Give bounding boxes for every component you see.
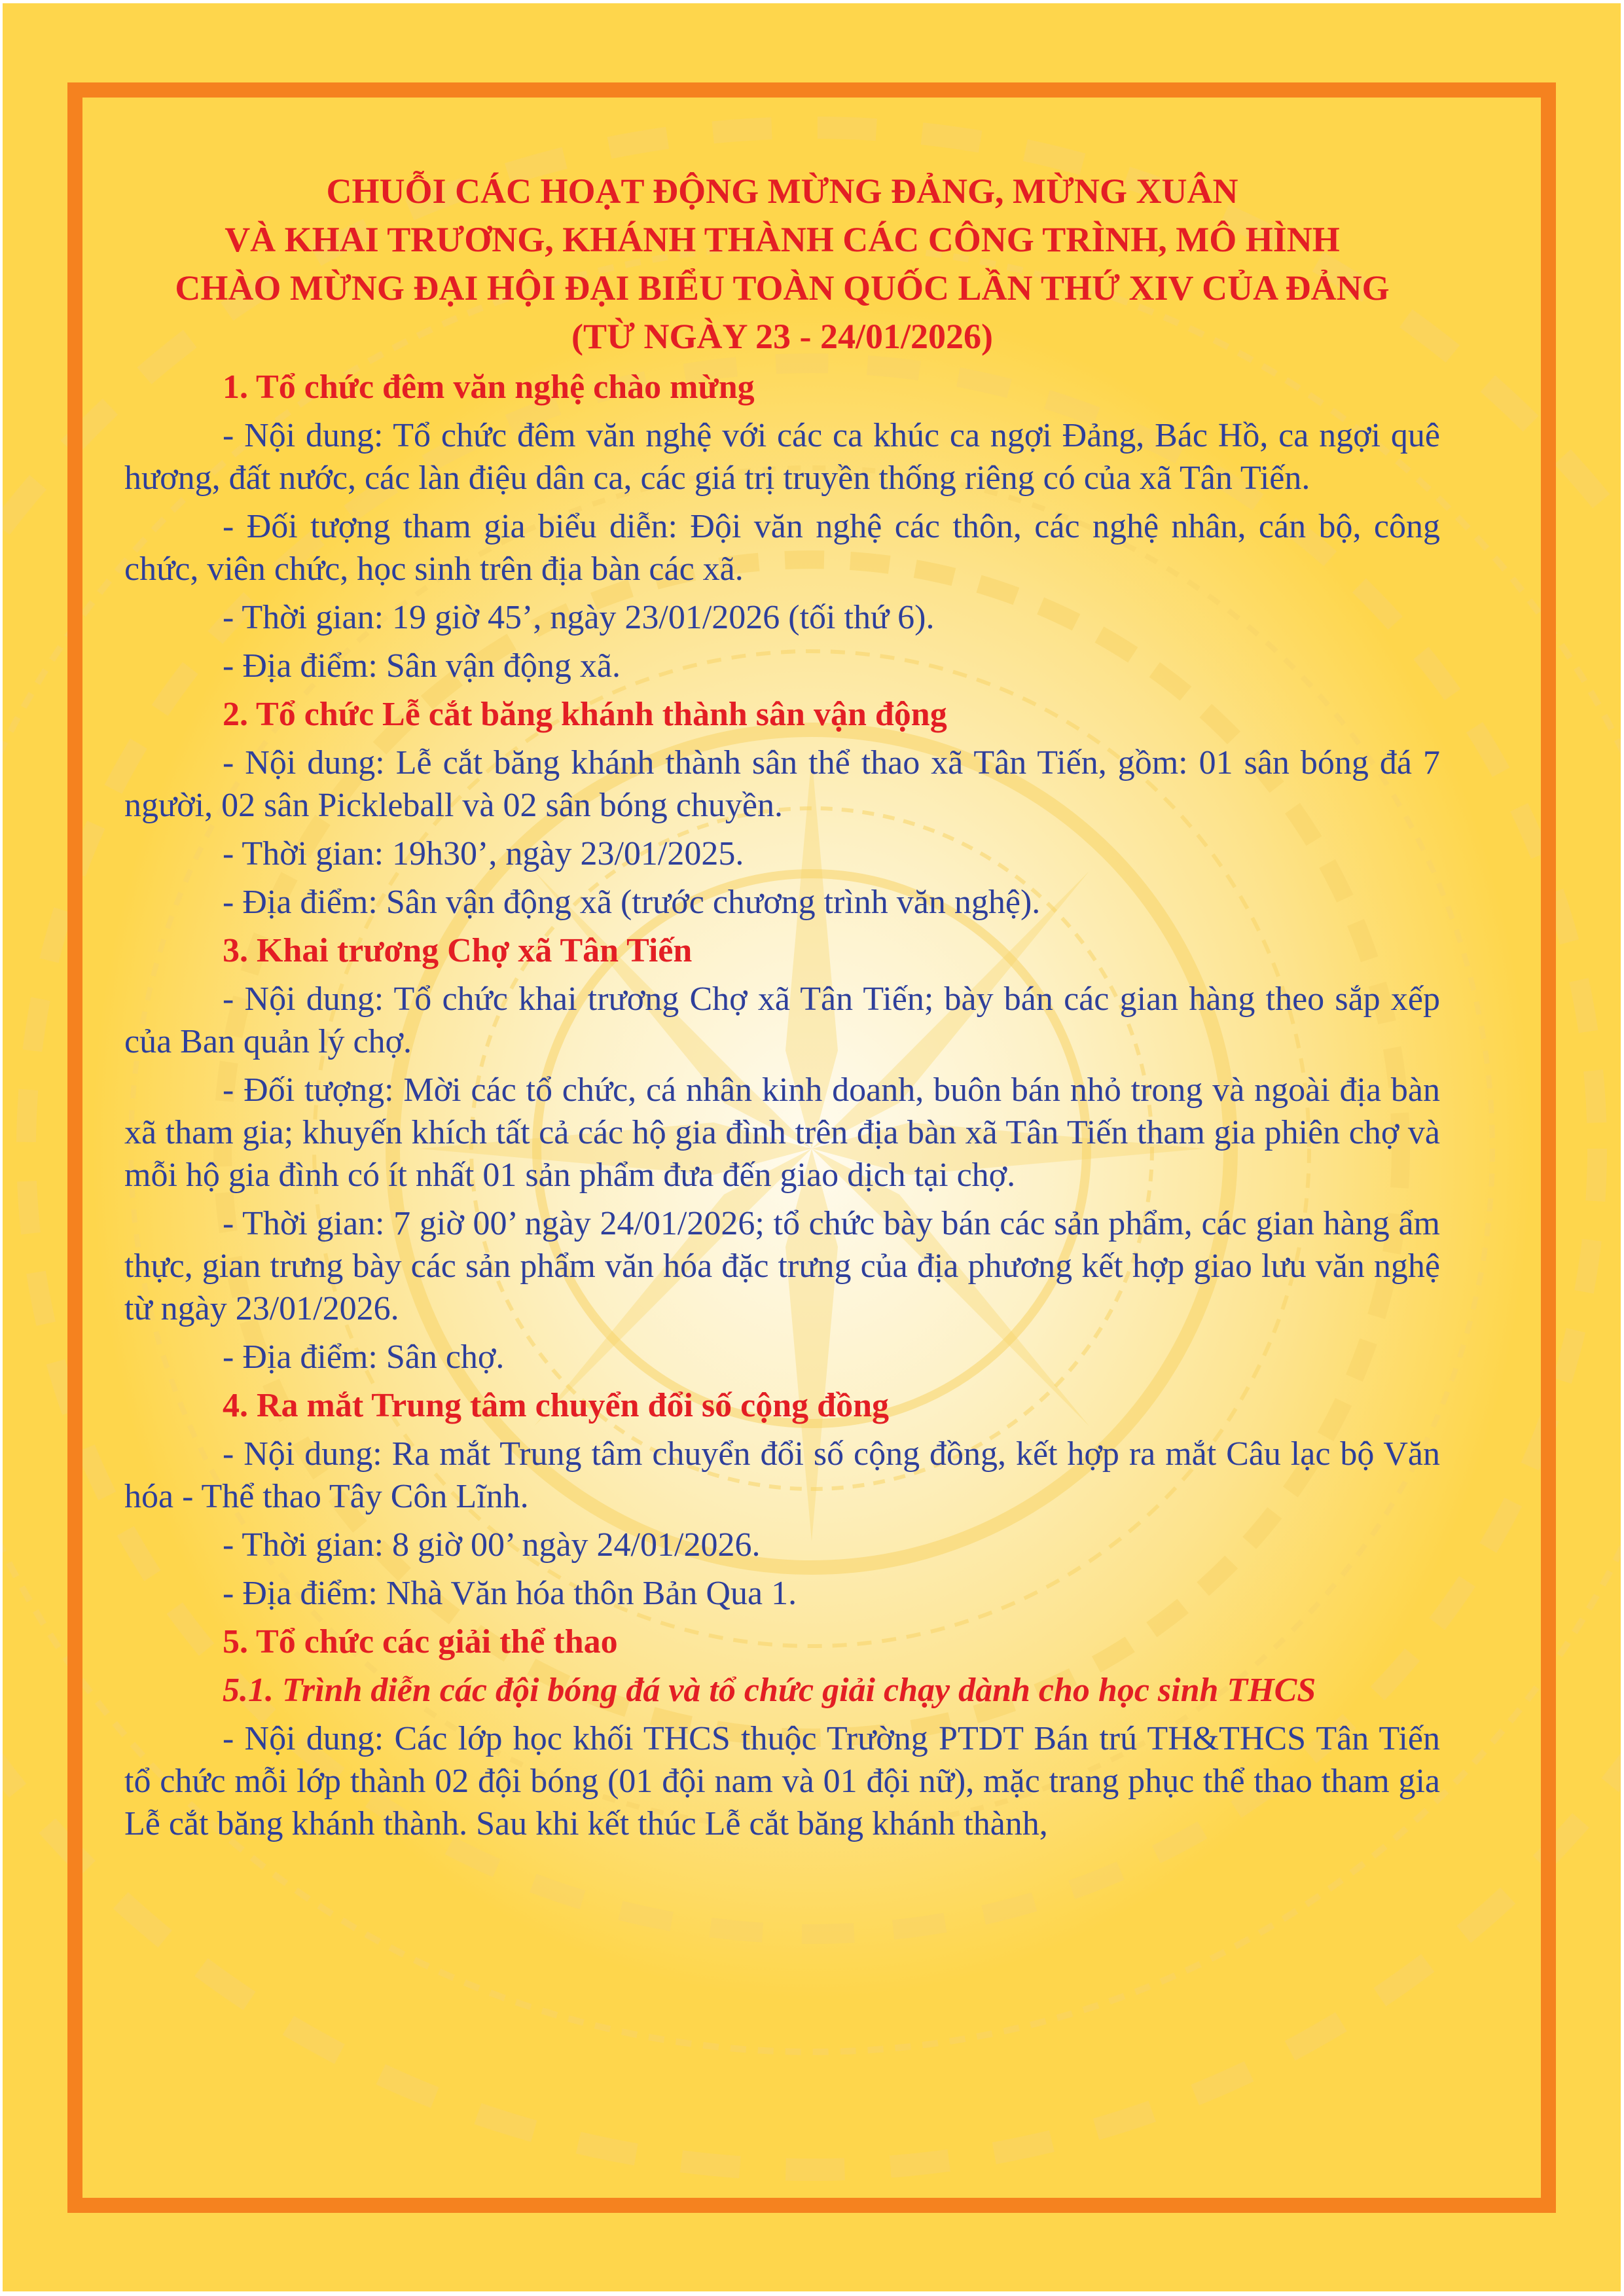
section-content: - Nội dung: Lễ cắt băng khánh thành sân thể thao xã Tân Tiến, gồm: 01 sân bóng đá 7 người, 02 sân Pickleball và 02 sân bóng chuyền. xyxy=(124,744,1440,824)
section-heading: 5. Tổ chức các giải thể thao xyxy=(223,1623,618,1660)
section-4-digital-center xyxy=(124,1384,1440,1615)
section-content: - Nội dung: Tổ chức đêm văn nghệ với các ca khúc ca ngợi Đảng, Bác Hồ, ca ngợi quê hương, đất nước, các làn điệu dân ca, các giá trị truyền thống riêng có của xã Tân Tiến. xyxy=(124,417,1440,497)
section-time: - Thời gian: 7 giờ 00’ ngày 24/01/2026; tổ chức bày bán các sản phẩm, các gian hàng ẩm thực, gian trưng bày các sản phẩm văn hóa đặc trưng của địa phương kết hợp giao lưu văn nghệ từ ngày 23/01/2026. xyxy=(124,1205,1440,1327)
section-time: - Thời gian: 19 giờ 45’, ngày 23/01/2026 (tối thứ 6). xyxy=(223,599,935,636)
title-date-range: (TỪ NGÀY 23 - 24/01/2026) xyxy=(571,317,993,356)
title-line: CHUỖI CÁC HOẠT ĐỘNG MỪNG ĐẢNG, MỪNG XUÂN xyxy=(326,171,1238,211)
section-5-sports xyxy=(124,1621,1440,1845)
section-time: - Thời gian: 19h30’, ngày 23/01/2025. xyxy=(223,835,744,872)
section-1-art-night xyxy=(124,366,1440,687)
document-title xyxy=(124,167,1440,361)
section-heading: 2. Tổ chức Lễ cắt băng khánh thành sân vận động xyxy=(223,696,947,733)
section-heading: 3. Khai trương Chợ xã Tân Tiến xyxy=(223,932,693,969)
section-2-ribbon-cutting xyxy=(124,693,1440,924)
section-content: - Nội dung: Các lớp học khối THCS thuộc Trường PTDT Bán trú TH&THCS Tân Tiến tổ chức mỗi lớp thành 02 đội bóng (01 đội nam và 01 đội nữ), mặc trang phục thể thao tham gia Lễ cắt băng khánh thành. Sau khi kết thúc Lễ cắt băng khánh thành, xyxy=(124,1720,1440,1842)
section-participants: - Đối tượng tham gia biểu diễn: Đội văn nghệ các thôn, các nghệ nhân, cán bộ, công chức, viên chức, học sinh trên địa bàn các xã. xyxy=(124,508,1440,588)
poster-background xyxy=(3,3,1621,2291)
section-content: - Nội dung: Tổ chức khai trương Chợ xã Tân Tiến; bày bán các gian hàng theo sắp xếp của Ban quản lý chợ. xyxy=(124,980,1440,1060)
section-subheading: 5.1. Trình diễn các đội bóng đá và tổ chức giải chạy dành cho học sinh THCS xyxy=(223,1672,1316,1709)
title-line: CHÀO MỪNG ĐẠI HỘI ĐẠI BIỂU TOÀN QUỐC LẦN THỨ XIV CỦA ĐẢNG xyxy=(175,268,1390,308)
title-line: VÀ KHAI TRƯƠNG, KHÁNH THÀNH CÁC CÔNG TRÌNH, MÔ HÌNH xyxy=(225,220,1340,259)
section-time: - Thời gian: 8 giờ 00’ ngày 24/01/2026. xyxy=(223,1526,761,1564)
section-location: - Địa điểm: Sân vận động xã (trước chương trình văn nghệ). xyxy=(223,884,1041,921)
section-location: - Địa điểm: Nhà Văn hóa thôn Bản Qua 1. xyxy=(223,1575,797,1612)
section-participants: - Đối tượng: Mời các tổ chức, cá nhân kinh doanh, buôn bán nhỏ trong và ngoài địa bàn xã tham gia; khuyến khích tất cả các hộ gia đình trên địa bàn xã Tân Tiến tham gia phiên chợ và mỗi hộ gia đình có ít nhất 01 sản phẩm đưa đến giao dịch tại chợ. xyxy=(124,1071,1440,1194)
section-location: - Địa điểm: Sân chợ. xyxy=(223,1338,505,1376)
section-heading: 1. Tổ chức đêm văn nghệ chào mừng xyxy=(223,368,755,406)
section-3-market-opening xyxy=(124,929,1440,1378)
section-location: - Địa điểm: Sân vận động xã. xyxy=(223,647,621,685)
section-heading: 4. Ra mắt Trung tâm chuyển đổi số cộng đồng xyxy=(223,1387,889,1424)
section-content: - Nội dung: Ra mắt Trung tâm chuyển đổi số cộng đồng, kết hợp ra mắt Câu lạc bộ Văn hóa - Thể thao Tây Côn Lĩnh. xyxy=(124,1435,1440,1515)
document-content xyxy=(124,167,1440,1851)
